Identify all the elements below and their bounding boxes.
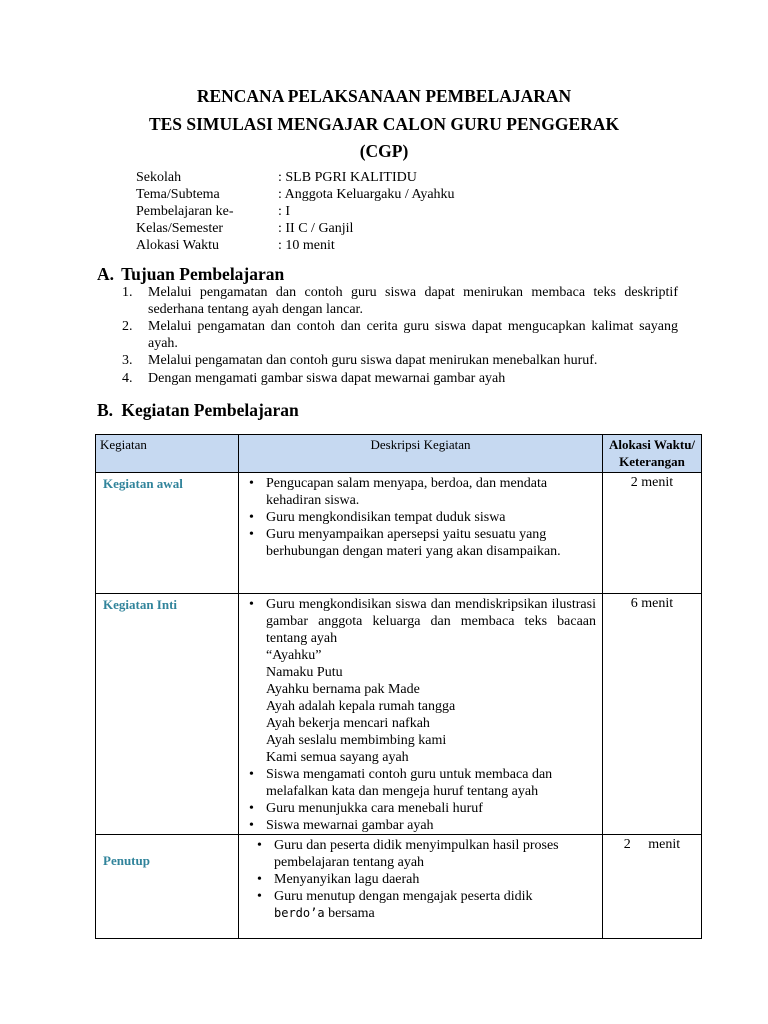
section-a-heading xyxy=(97,264,284,285)
goal-number: 2. xyxy=(122,319,133,334)
section-letter: A. xyxy=(97,264,115,284)
activity-text: Pengucapan salam menyapa, berdoa, dan mendata kehadiran siswa. xyxy=(266,476,548,508)
reading-line: Ayah adalah kepala rumah tangga xyxy=(266,699,456,714)
time-allocation: 2 menit xyxy=(623,837,681,852)
document-subtitle: TES SIMULASI MENGAJAR CALON GURU PENGGERAK xyxy=(148,114,620,134)
activity-text: Guru mengkondisikan tempat duduk siswa xyxy=(266,510,506,525)
reading-line: Kami semua sayang ayah xyxy=(266,750,409,765)
bullet-icon: • xyxy=(249,476,254,491)
bullet-icon: • xyxy=(249,801,254,816)
list-item xyxy=(249,766,596,800)
goal-number: 1. xyxy=(122,285,133,300)
reading-line: Ayah seslalu membimbing kami xyxy=(266,733,447,748)
bullet-icon: • xyxy=(249,527,254,542)
activity-text: Menyanyikan lagu daerah xyxy=(274,872,420,887)
bullet-icon: • xyxy=(257,889,262,904)
header-kegiatan: Kegiatan xyxy=(96,435,239,473)
reading-line: Namaku Putu xyxy=(266,665,343,680)
activity-list xyxy=(239,473,602,560)
identity-block xyxy=(136,169,455,254)
goal-text: Melalui pengamatan dan contoh guru siswa dapat menirukan membaca teks deskriptif sederhana tentang ayah dengan lancar. xyxy=(148,285,678,317)
activity-text: Guru menutup dengan mengajak peserta didik xyxy=(274,889,533,904)
section-title: Tujuan Pembelajaran xyxy=(121,264,285,284)
activity-text: Guru dan peserta didik menyimpulkan hasil proses pembelajaran tentang ayah xyxy=(274,838,559,870)
activity-list xyxy=(239,835,602,922)
list-item xyxy=(249,817,596,834)
activity-text-tail: bersama xyxy=(324,906,375,921)
activity-text-mono: berdo’a xyxy=(274,906,325,920)
list-item xyxy=(249,475,596,509)
section-b-heading xyxy=(97,400,299,421)
table-row xyxy=(96,473,702,594)
activity-text: Siswa mengamati contoh guru untuk membaca dan melafalkan kata dan mengeja huruf tentang ayah xyxy=(266,767,553,799)
bullet-icon: • xyxy=(249,818,254,833)
list-item xyxy=(249,526,596,560)
goal-number: 3. xyxy=(122,353,133,368)
info-row-tema xyxy=(136,186,455,203)
info-row-sekolah xyxy=(136,169,455,186)
info-row-kelas xyxy=(136,220,455,237)
phase-label: Kegiatan Inti xyxy=(103,597,178,612)
info-row-alokasi xyxy=(136,237,455,254)
info-value: : II C / Ganjil xyxy=(278,221,354,236)
table-row xyxy=(96,594,702,835)
bullet-icon: • xyxy=(249,767,254,782)
info-key: Pembelajaran ke- xyxy=(136,204,234,219)
info-value: : SLB PGRI KALITIDU xyxy=(278,170,417,185)
document-title: RENCANA PELAKSANAAN PEMBELAJARAN xyxy=(196,86,572,106)
info-key: Alokasi Waktu xyxy=(136,238,219,253)
bullet-icon: • xyxy=(249,510,254,525)
reading-line: Ayah bekerja mencari nafkah xyxy=(266,716,430,731)
list-item xyxy=(249,596,596,766)
header-alokasi: Alokasi Waktu/ Keterangan xyxy=(603,435,702,473)
table-row xyxy=(96,835,702,939)
goal-text: Melalui pengamatan dan contoh dan cerita guru siswa dapat mengucapkan kalimat sayang ayah. xyxy=(148,319,678,351)
activity-text: Guru menunjukka cara menebali huruf xyxy=(266,801,483,816)
goal-number: 4. xyxy=(122,370,133,386)
activity-text: Guru mengkondisikan siswa dan mendiskripsikan ilustrasi gambar anggota keluarga dan membaca teks bacaan tentang ayah xyxy=(266,597,596,646)
bullet-icon: • xyxy=(249,597,254,612)
bullet-icon: • xyxy=(257,838,262,853)
list-item xyxy=(249,509,596,526)
list-item xyxy=(257,888,596,922)
phase-label: Kegiatan awal xyxy=(103,476,183,491)
section-letter: B. xyxy=(97,400,114,420)
list-item xyxy=(122,285,678,318)
activity-text: Siswa mewarnai gambar ayah xyxy=(266,818,434,833)
info-value: : I xyxy=(278,204,291,219)
list-item xyxy=(122,353,678,370)
time-allocation: 6 menit xyxy=(630,596,674,611)
list-item xyxy=(257,837,596,871)
list-item xyxy=(122,371,678,388)
table-header-row xyxy=(96,435,702,473)
reading-line: Ayahku bernama pak Made xyxy=(266,682,420,697)
activity-table xyxy=(95,434,702,939)
activity-text: Guru menyampaikan apersepsi yaitu sesuatu yang berhubungan dengan materi yang akan disampaikan. xyxy=(266,527,561,559)
reading-title: “Ayahku” xyxy=(266,648,322,663)
header-deskripsi: Deskripsi Kegiatan xyxy=(239,435,603,473)
info-row-pembelajaran xyxy=(136,203,455,220)
goals-list xyxy=(122,285,678,388)
time-allocation: 2 menit xyxy=(630,475,674,490)
info-value: : 10 menit xyxy=(278,238,335,253)
section-title: Kegiatan Pembelajaran xyxy=(121,400,299,420)
phase-label: Penutup xyxy=(103,853,150,868)
list-item xyxy=(257,871,596,888)
info-value: : Anggota Keluargaku / Ayahku xyxy=(278,187,455,202)
activity-list xyxy=(239,594,602,834)
list-item xyxy=(249,800,596,817)
info-key: Sekolah xyxy=(136,170,182,185)
info-key: Tema/Subtema xyxy=(136,187,220,202)
goal-text: Melalui pengamatan dan contoh guru siswa dapat menirukan menebalkan huruf. xyxy=(148,353,598,368)
document-subtitle-abbr: (CGP) xyxy=(359,141,409,161)
list-item xyxy=(122,319,678,352)
info-key: Kelas/Semester xyxy=(136,221,224,236)
bullet-icon: • xyxy=(257,872,262,887)
goal-text: Dengan mengamati gambar siswa dapat mewarnai gambar ayah xyxy=(148,370,506,386)
